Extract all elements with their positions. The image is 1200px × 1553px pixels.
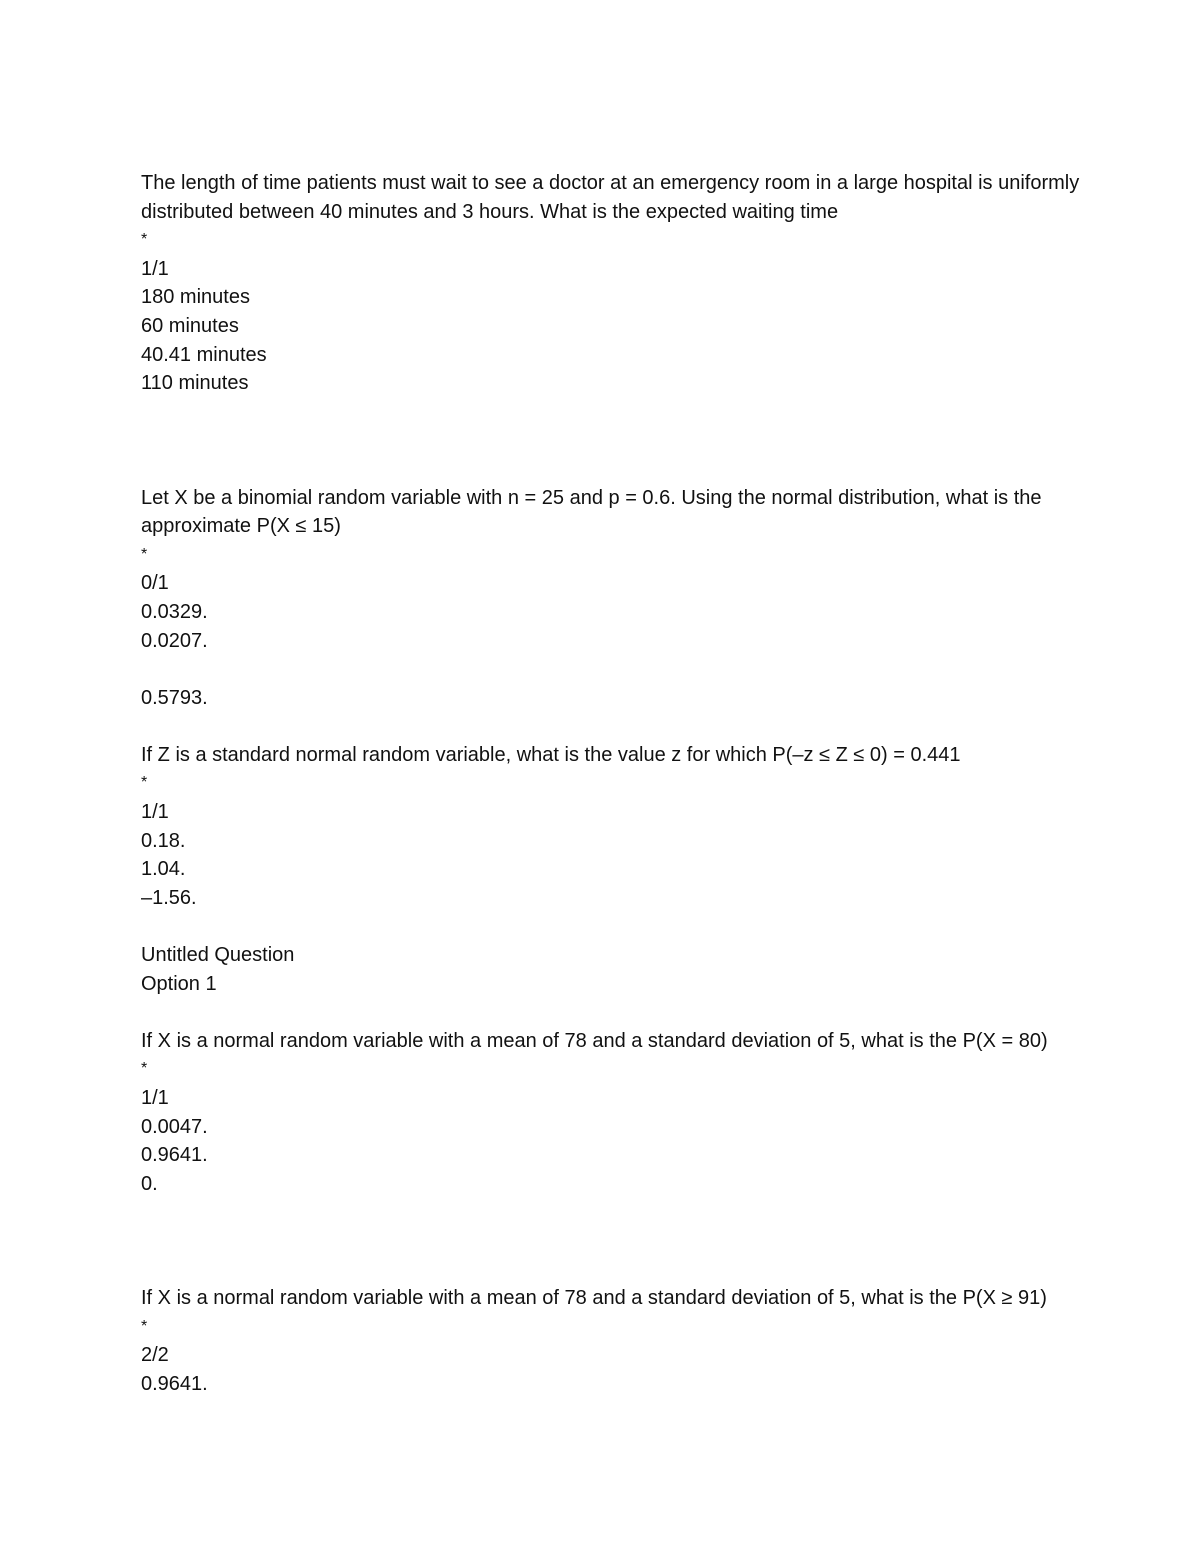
answer-option: 0.0329.	[141, 600, 208, 623]
spacer	[141, 712, 1081, 741]
question-block	[141, 941, 1081, 998]
spacer	[141, 998, 1081, 1027]
document-page	[141, 169, 1081, 1399]
question-text: Untitled Question	[141, 944, 295, 967]
question-score: 2/2	[141, 1344, 169, 1367]
answer-option: 0.9641.	[141, 1144, 208, 1167]
answer-option: 0.0047.	[141, 1115, 208, 1138]
required-marker: *	[141, 545, 148, 563]
answer-option: 110 minutes	[141, 372, 249, 395]
spacer	[141, 1198, 1081, 1255]
question-score: 0/1	[141, 572, 169, 595]
question-block	[141, 169, 1081, 398]
question-text: If X is a normal random variable with a mean of 78 and a standard deviation of 5, what is the P(X = 80)	[141, 1029, 1048, 1052]
spacer	[141, 1256, 1081, 1285]
question-score: 1/1	[141, 257, 169, 280]
answer-option: 0.18.	[141, 829, 186, 852]
required-marker: *	[141, 774, 148, 792]
answer-option: 0.9641.	[141, 1372, 208, 1395]
question-block	[141, 1027, 1081, 1199]
required-marker: *	[141, 1060, 148, 1078]
question-text: If Z is a standard normal random variable, what is the value z for which P(–z ≤ Z ≤ 0) = 0.441	[141, 743, 961, 766]
answer-option: 180 minutes	[141, 286, 250, 309]
spacer	[141, 455, 1081, 484]
question-block	[141, 1284, 1081, 1398]
answer-option: 40.41 minutes	[141, 343, 267, 366]
question-score: 1/1	[141, 801, 169, 824]
spacer	[141, 912, 1081, 941]
question-block	[141, 484, 1081, 713]
answer-option: 0.0207.	[141, 629, 208, 652]
question-block	[141, 741, 1081, 913]
question-text: If X is a normal random variable with a mean of 78 and a standard deviation of 5, what is the P(X ≥ 91)	[141, 1287, 1047, 1310]
question-text: The length of time patients must wait to see a doctor at an emergency room in a large hospital is uniformly distributed between 40 minutes and 3 hours. What is the expected waiting time	[141, 172, 1080, 223]
answer-option: –1.56.	[141, 886, 197, 909]
answer-option: Option 1	[141, 972, 217, 995]
answer-option: 0.5793.	[141, 686, 208, 709]
spacer	[141, 398, 1081, 455]
required-marker: *	[141, 1317, 148, 1335]
answer-option-empty	[141, 655, 1081, 684]
question-score: 1/1	[141, 1087, 169, 1109]
answer-option: 60 minutes	[141, 314, 239, 337]
answer-option: 1.04.	[141, 858, 186, 881]
question-text: Let X be a binomial random variable with n = 25 and p = 0.6. Using the normal distribution, what is the approximate P(X ≤ 15)	[141, 486, 1042, 538]
required-marker: *	[141, 231, 148, 249]
answer-option: 0.	[141, 1172, 158, 1195]
